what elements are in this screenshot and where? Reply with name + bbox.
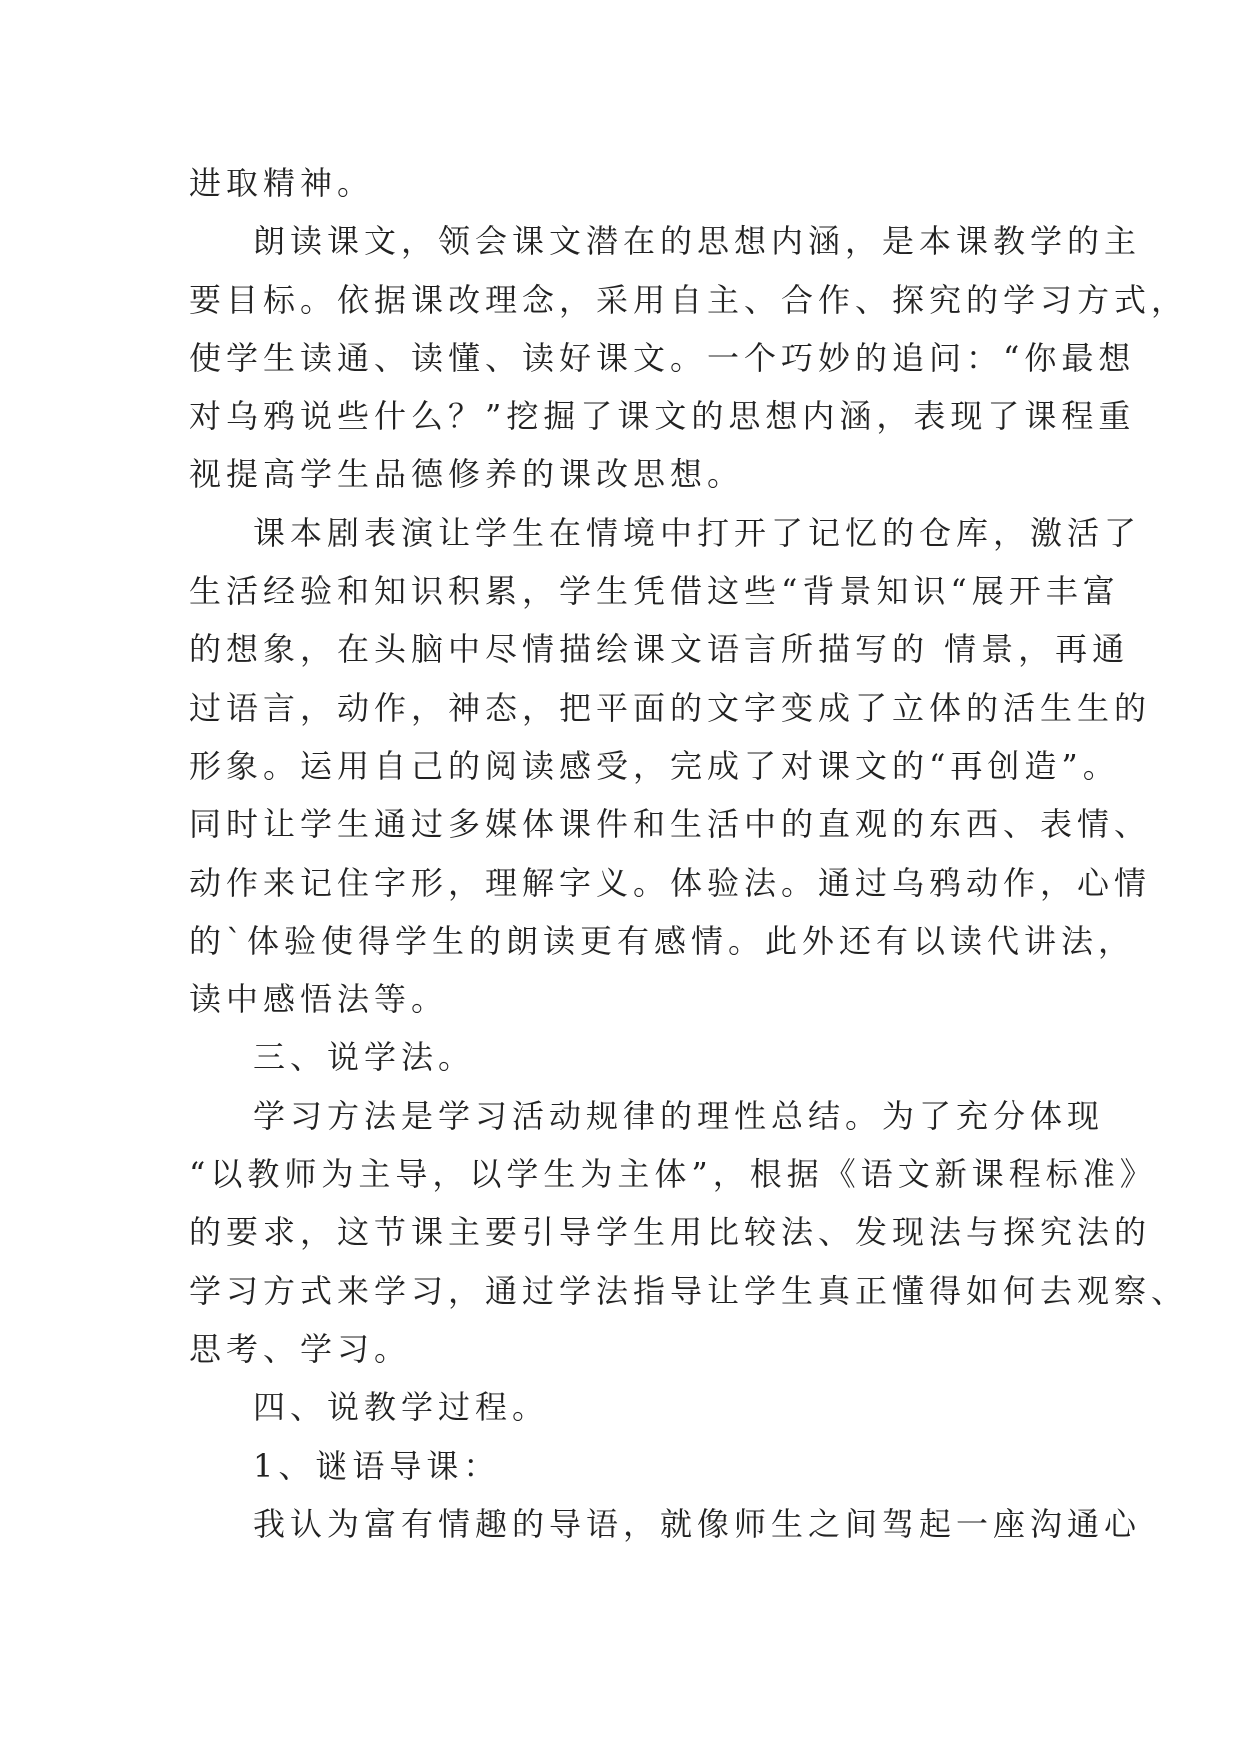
text-line: 动作来记住字形，理解字义。体验法。通过乌鸦动作，心情 [189, 863, 1152, 902]
text-line: 的想象，在头脑中尽情描绘课文语言所描写的 情景，再通 [189, 630, 1130, 669]
text-line: 学习方式来学习，通过学法指导让学生真正懂得如何去观察、 [189, 1271, 1189, 1310]
paragraph-first-line: 我认为富有情趣的导语，就像师生之间驾起一座沟通心 [253, 1504, 1142, 1543]
text-line: 思考、学习。 [189, 1329, 412, 1368]
text-line: 使学生读通、读懂、读好课文。一个巧妙的追问：“你最想 [189, 338, 1136, 377]
text-line: 视提高学生品德修养的课改思想。 [189, 455, 745, 494]
text-line: 形象。运用自己的阅读感受，完成了对课文的“再创造”。 [189, 746, 1120, 785]
section-heading: 四、说教学过程。 [253, 1388, 550, 1427]
text-line: 的`体验使得学生的朗读更有感情。此外还有以读代讲法， [189, 921, 1136, 960]
text-line: 过语言，动作，神态，把平面的文字变成了立体的活生生的 [189, 688, 1152, 727]
text-line: 的要求，这节课主要引导学生用比较法、发现法与探究法的 [189, 1213, 1152, 1252]
text-line: 同时让学生通过多媒体课件和生活中的直观的东西、表情、 [189, 805, 1152, 844]
text-line: 生活经验和知识积累，学生凭借这些“背景知识“展开丰富 [189, 572, 1120, 611]
document-body [189, 154, 1189, 1553]
text-line: 读中感悟法等。 [189, 980, 449, 1019]
text-line: “以教师为主导，以学生为主体”，根据《语文新课程标准》 [189, 1155, 1157, 1194]
text-line: 要目标。依据课改理念，采用自主、合作、探究的学习方式， [189, 280, 1189, 319]
paragraph-first-line: 课本剧表演让学生在情境中打开了记忆的仓库，激活了 [253, 513, 1142, 552]
text-line: 对乌鸦说些什么？”挖掘了课文的思想内涵，表现了课程重 [189, 397, 1136, 436]
section-heading: 三、说学法。 [253, 1038, 476, 1077]
text-line: 进取精神。 [189, 164, 375, 202]
subsection-heading: 1、谜语导课： [253, 1446, 501, 1485]
paragraph-first-line: 朗读课文，领会课文潜在的思想内涵，是本课教学的主 [253, 222, 1142, 261]
paragraph-first-line: 学习方法是学习活动规律的理性总结。为了充分体现 [253, 1096, 1105, 1135]
